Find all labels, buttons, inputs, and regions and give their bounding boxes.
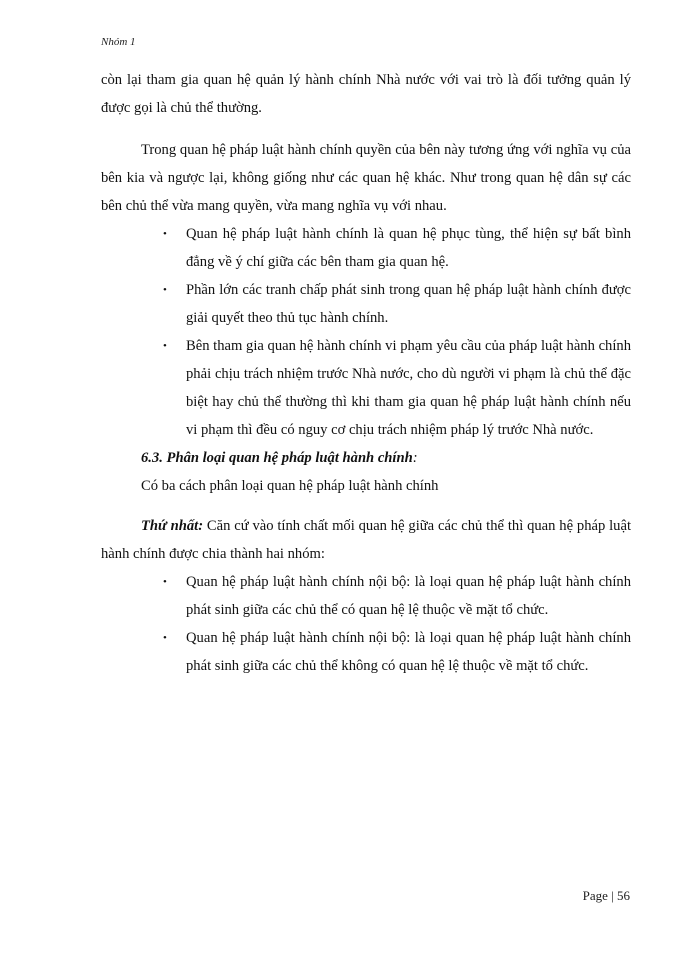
list-item-text: Quan hệ pháp luật hành chính nội bộ: là loại quan hệ pháp luật hành chính phát sinh giữa các chủ thể không có quan hệ lệ thuộc về mặt tổ chức. (186, 630, 631, 674)
group-header: Nhóm 1 (101, 36, 136, 48)
paragraph-continuation: còn lại tham gia quan hệ quản lý hành chính Nhà nước với vai trò là đối tưởng quản lý được gọi là chủ thể thường. (101, 72, 631, 116)
page-number: Page | 56 (582, 888, 630, 903)
first-classification-paragraph (101, 512, 631, 568)
list-item-text: Quan hệ pháp luật hành chính là quan hệ phục tùng, thể hiện sự bất bình đẳng về ý chí giữa các bên tham gia quan hệ. (186, 226, 631, 270)
list-item-text: Bên tham gia quan hệ hành chính vi phạm yêu cầu của pháp luật hành chính phải chịu trách nhiệm trước Nhà nước, cho dù người vi phạm là chủ thể đặc biệt hay chủ thể thường thì khi tham gia quan hệ pháp luật hành chính nếu vi phạm thì đều có nguy cơ chịu trách nhiệm pháp lý trước Nhà nước. (186, 338, 631, 438)
bullet-icon: • (163, 284, 167, 296)
bullet-icon: • (163, 340, 167, 352)
section-heading (101, 444, 631, 472)
section-heading-text: 6.3. Phân loại quan hệ pháp luật hành chính (141, 450, 413, 466)
document-body (101, 66, 631, 680)
list-item (101, 220, 631, 276)
first-classification-text: Căn cứ vào tính chất mối quan hệ giữa các chủ thể thì quan hệ pháp luật hành chính được chia thành hai nhóm: (101, 518, 631, 562)
list-item (101, 568, 631, 624)
list-item-text: Quan hệ pháp luật hành chính nội bộ: là loại quan hệ pháp luật hành chính phát sinh giữa các chủ thể có quan hệ lệ thuộc về mặt tổ chức. (186, 574, 631, 618)
list-item (101, 276, 631, 332)
bullet-icon: • (163, 632, 167, 644)
list-item-text: Phần lớn các tranh chấp phát sinh trong quan hệ pháp luật hành chính được giải quyết theo thủ tục hành chính. (186, 282, 631, 326)
first-classification-label: Thứ nhất: (141, 518, 204, 534)
list-item (101, 624, 631, 680)
bullet-icon: • (163, 228, 167, 240)
section-heading-colon: : (412, 450, 418, 466)
list-item (101, 332, 631, 444)
characteristics-list (101, 220, 631, 444)
classification-list (101, 568, 631, 680)
paragraph-rights-obligations: Trong quan hệ pháp luật hành chính quyền của bên này tương ứng với nghĩa vụ của bên kia và ngược lại, không giống như các quan hệ khác. Như trong quan hệ dân sự các bên chủ thể vừa mang quyền, vừa mang nghĩa vụ với nhau. (101, 142, 631, 214)
classification-intro: Có ba cách phân loại quan hệ pháp luật hành chính (141, 478, 439, 494)
bullet-icon: • (163, 576, 167, 588)
